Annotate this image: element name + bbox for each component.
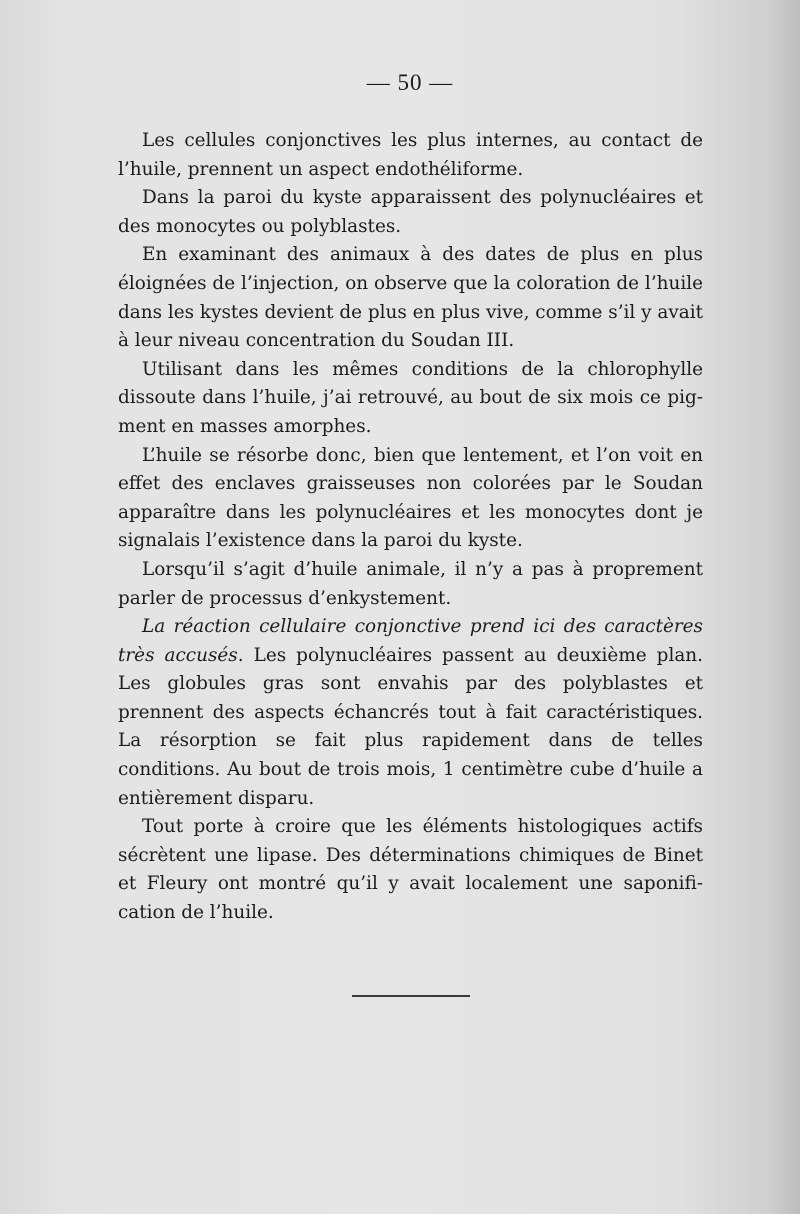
body-text (118, 127, 703, 928)
paragraph-5: L’huile se résorbe donc, bien que lentement, et l’on voit en effet des enclaves graisseuses non colorées par le Soudan apparaître dans les polynucléaires et les monocytes dont je signalais l’existence dans la paroi du kyste. (118, 444, 703, 552)
paragraph-8: Tout porte à croire que les éléments histologiques actifs sécrètent une lipase. Des déterminations chimiques de Binet et Fleury ont montré qu’il y avait localement une saponification de l’huile. (118, 816, 703, 924)
paragraph-7-emphasis: La réaction cellulaire conjonctive prend ici des caractères très accusés. (118, 616, 703, 666)
closing-rule (352, 995, 470, 997)
paragraph-7-rest: Les polynucléaires passent au deuxième plan. Les globules gras sont envahis par des polyblastes et prennent des aspects échancrés tout à fait caractéristiques. La résorption se fait plus rapidement dans de telles conditions. Au bout de trois mois, 1 centimètre cube d’huile a entièrement disparu. (118, 644, 703, 809)
paragraph-1: Les cellules conjonctives les plus internes, au contact de l’huile, prennent un aspect endothéliforme. (118, 130, 703, 180)
paragraph-4: Utilisant dans les mêmes conditions de la chlorophylle dissoute dans l’huile, j’ai retrouvé, au bout de six mois ce pigment en masses amorphes. (118, 358, 703, 437)
page-number: — 50 — (366, 70, 454, 95)
paragraph-6: Lorsqu’il s’agit d’huile animale, il n’y a pas à proprement parler de processus d’enkystement. (118, 558, 703, 609)
paragraph-3: En examinant des animaux à des dates de plus en plus éloignées de l’injection, on observe que la coloration de l’huile dans les kystes devient de plus en plus vive, comme s’il y avait à leur niveau concentration du Soudan III. (118, 244, 703, 352)
paragraph-7 (118, 613, 703, 813)
paragraph-2: Dans la paroi du kyste apparaissent des polynucléaires et des monocytes ou polyblastes. (118, 187, 703, 237)
